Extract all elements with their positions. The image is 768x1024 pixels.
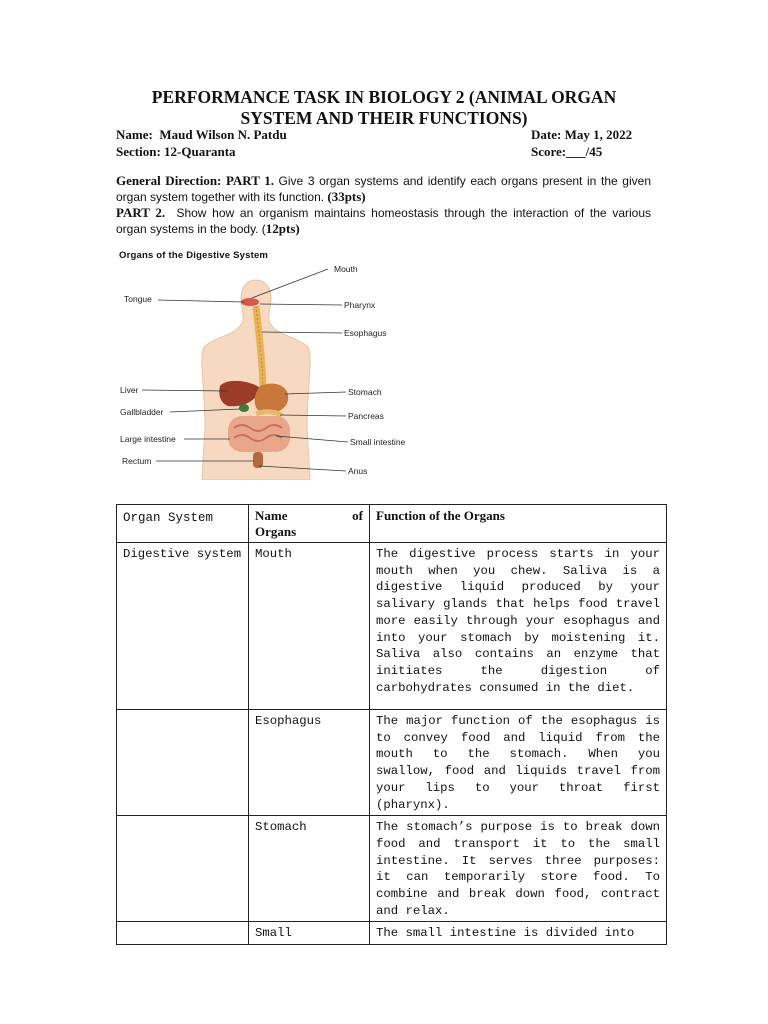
- table-header-row: [117, 505, 667, 543]
- digestive-system-diagram: [110, 258, 430, 480]
- table-row: [117, 922, 667, 945]
- part2-text: Show how an organism maintains homeostasis through the interaction of the various organ systems in the body.: [116, 206, 652, 236]
- header-organ-system: Organ System: [117, 505, 249, 543]
- table-row: [117, 543, 667, 710]
- label-stomach: Stomach: [348, 387, 382, 397]
- score-field: [531, 143, 602, 160]
- cell-organ: Stomach: [249, 816, 370, 922]
- general-direction: [116, 173, 651, 205]
- date-value: May 1, 2022: [564, 127, 633, 142]
- part2-label: PART 2.: [116, 205, 166, 220]
- label-pancreas: Pancreas: [348, 411, 384, 421]
- section-value: 12-Quaranta: [164, 144, 236, 159]
- header-function: Function of the Organs: [370, 505, 667, 543]
- name-label: Name:: [116, 127, 153, 142]
- header-name-of-organs: [249, 505, 370, 543]
- section-label: Section:: [116, 144, 161, 159]
- part1-text: Give 3 organ systems and identify each organs present in the given organ system together with its function.: [116, 174, 651, 204]
- title-line-2: SYSTEM AND THEIR FUNCTIONS): [240, 108, 528, 128]
- part2-points: 12pts): [265, 221, 300, 236]
- part1-points: (33pts): [327, 189, 366, 204]
- name-field: [116, 126, 287, 143]
- header-name-part2: of: [352, 508, 363, 523]
- label-large-intestine: Large intestine: [120, 434, 176, 444]
- page-title: [110, 87, 658, 129]
- label-mouth: Mouth: [334, 264, 358, 274]
- header-name-part3: Organs: [255, 524, 297, 539]
- cell-system: [117, 922, 249, 945]
- cell-function: The small intestine is divided into: [370, 922, 667, 945]
- gallbladder-shape: [239, 404, 249, 412]
- part1-label: PART 1.: [225, 173, 274, 188]
- organ-table: [116, 504, 667, 945]
- label-rectum: Rectum: [122, 456, 152, 466]
- cell-system: [117, 710, 249, 816]
- score-value: ___/45: [566, 144, 603, 159]
- cell-system: Digestive system: [117, 543, 249, 710]
- cell-organ: Esophagus: [249, 710, 370, 816]
- general-direction-label: General Direction:: [116, 173, 222, 188]
- section-field: [116, 143, 236, 160]
- part2-direction: [116, 205, 651, 237]
- cell-organ: Mouth: [249, 543, 370, 710]
- header-name-part1: Name: [255, 508, 288, 523]
- rectum-shape: [253, 452, 263, 468]
- title-line-1: PERFORMANCE TASK IN BIOLOGY 2 (ANIMAL ORGAN: [151, 87, 617, 107]
- intestines-shape: [228, 416, 290, 452]
- label-anus: Anus: [348, 466, 368, 476]
- label-tongue: Tongue: [124, 294, 152, 304]
- score-label: Score:: [531, 144, 567, 159]
- label-small-intestine: Small intestine: [350, 437, 406, 447]
- cell-function: The digestive process starts in your mouth when you chew. Saliva is a digestive liquid produced by your salivary glands that helps food travel more easily through your esophagus and into your stomach by moistening it. Saliva also contains an enzyme that initiates the digestion of carbohydrates consumed in the diet.: [370, 543, 667, 710]
- cell-organ: Small: [249, 922, 370, 945]
- name-value: Maud Wilson N. Patdu: [159, 127, 287, 142]
- label-gallbladder: Gallbladder: [120, 407, 164, 417]
- cell-system: [117, 816, 249, 922]
- date-field: [531, 126, 632, 143]
- cell-function: The major function of the esophagus is to convey food and liquid from the mouth to the stomach. When you swallow, food and liquids travel from your lips to your throat first (pharynx).: [370, 710, 667, 816]
- label-esophagus: Esophagus: [344, 328, 387, 338]
- diagram-title: Organs of the Digestive System: [119, 250, 269, 261]
- label-liver: Liver: [120, 385, 139, 395]
- date-label: Date:: [531, 127, 562, 142]
- table-row: [117, 816, 667, 922]
- table-row: [117, 710, 667, 816]
- cell-function: The stomach’s purpose is to break down food and transport it to the small intestine. It serves three purposes: it can temporarily store food. To combine and break down food, contract and relax.: [370, 816, 667, 922]
- label-pharynx: Pharynx: [344, 300, 376, 310]
- part2-points-open: (: [261, 222, 266, 236]
